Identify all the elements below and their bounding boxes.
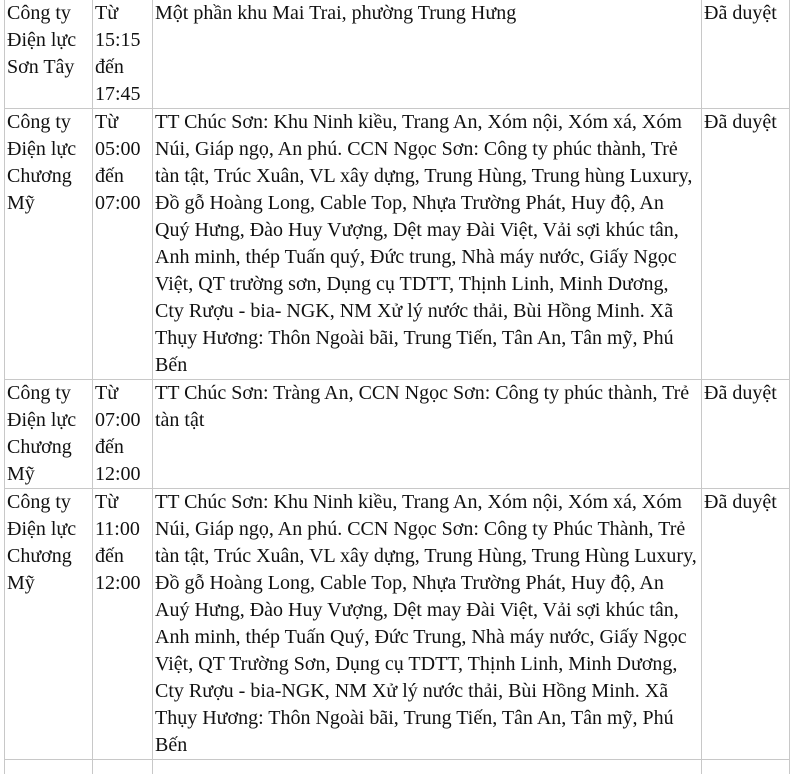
status-cell: Đã duyệt [701, 109, 790, 380]
empty-cell [701, 760, 790, 774]
table-row [4, 109, 790, 380]
area-cell: TT Chúc Sơn: Tràng An, CCN Ngọc Sơn: Công ty phúc thành, Trẻ tàn tật [152, 380, 701, 489]
time-cell: Từ 15:15 đến 17:45 [92, 0, 152, 109]
table-row [4, 380, 790, 489]
empty-cell [4, 760, 92, 774]
status-cell: Đã duyệt [701, 380, 790, 489]
outage-schedule-table [4, 0, 790, 774]
status-cell: Đã duyệt [701, 489, 790, 760]
time-cell: Từ 11:00 đến 12:00 [92, 489, 152, 760]
area-cell: Một phần khu Mai Trai, phường Trung Hưng [152, 0, 701, 109]
unit-cell: Công ty Điện lực Chương Mỹ [4, 109, 92, 380]
unit-cell: Công ty Điện lực Chương Mỹ [4, 489, 92, 760]
table-row [4, 0, 790, 109]
empty-cell [92, 760, 152, 774]
time-cell: Từ 05:00 đến 07:00 [92, 109, 152, 380]
status-cell: Đã duyệt [701, 0, 790, 109]
unit-cell: Công ty Điện lực Sơn Tây [4, 0, 92, 109]
table-row-partial [4, 760, 790, 774]
area-cell: TT Chúc Sơn: Khu Ninh kiều, Trang An, Xóm nội, Xóm xá, Xóm Núi, Giáp ngọ, An phú. CCN Ngọc Sơn: Công ty Phúc Thành, Trẻ tàn tật, Trúc Xuân, VL xây dựng, Trung Hùng, Trung Hùng Luxury, Đồ gỗ Hoàng Long, Cable Top, Nhựa Trường Phát, Huy độ, An Auý Hưng, Đào Huy Vượng, Dệt may Đài Việt, Vải sợi khúc tân, Anh minh, thép Tuấn Quý, Đức Trung, Nhà máy nước, Giấy Ngọc Việt, QT Trường Sơn, Dụng cụ TDTT, Thịnh Linh, Minh Dương, Cty Rượu - bia-NGK, NM Xử lý nước thải, Bùi Hồng Minh. Xã Thụy Hương: Thôn Ngoài bãi, Trung Tiến, Tân An, Tân mỹ, Phú Bến [152, 489, 701, 760]
area-cell: TT Chúc Sơn: Khu Ninh kiều, Trang An, Xóm nội, Xóm xá, Xóm Núi, Giáp ngọ, An phú. CCN Ngọc Sơn: Công ty phúc thành, Trẻ tàn tật, Trúc Xuân, VL xây dựng, Trung Hùng, Trung hùng Luxury, Đồ gỗ Hoàng Long, Cable Top, Nhựa Trường Phát, Huy độ, An Quý Hưng, Đào Huy Vượng, Dệt may Đài Việt, Vải sợi khúc tân, Anh minh, thép Tuấn quý, Đức trung, Nhà máy nước, Giấy Ngọc Việt, QT trường sơn, Dụng cụ TDTT, Thịnh Linh, Minh Dương, Cty Rượu - bia- NGK, NM Xử lý nước thải, Bùi Hồng Minh. Xã Thụy Hương: Thôn Ngoài bãi, Trung Tiến, Tân An, Tân mỹ, Phú Bến [152, 109, 701, 380]
time-cell: Từ 07:00 đến 12:00 [92, 380, 152, 489]
unit-cell: Công ty Điện lực Chương Mỹ [4, 380, 92, 489]
table-row [4, 489, 790, 760]
empty-cell [152, 760, 701, 774]
